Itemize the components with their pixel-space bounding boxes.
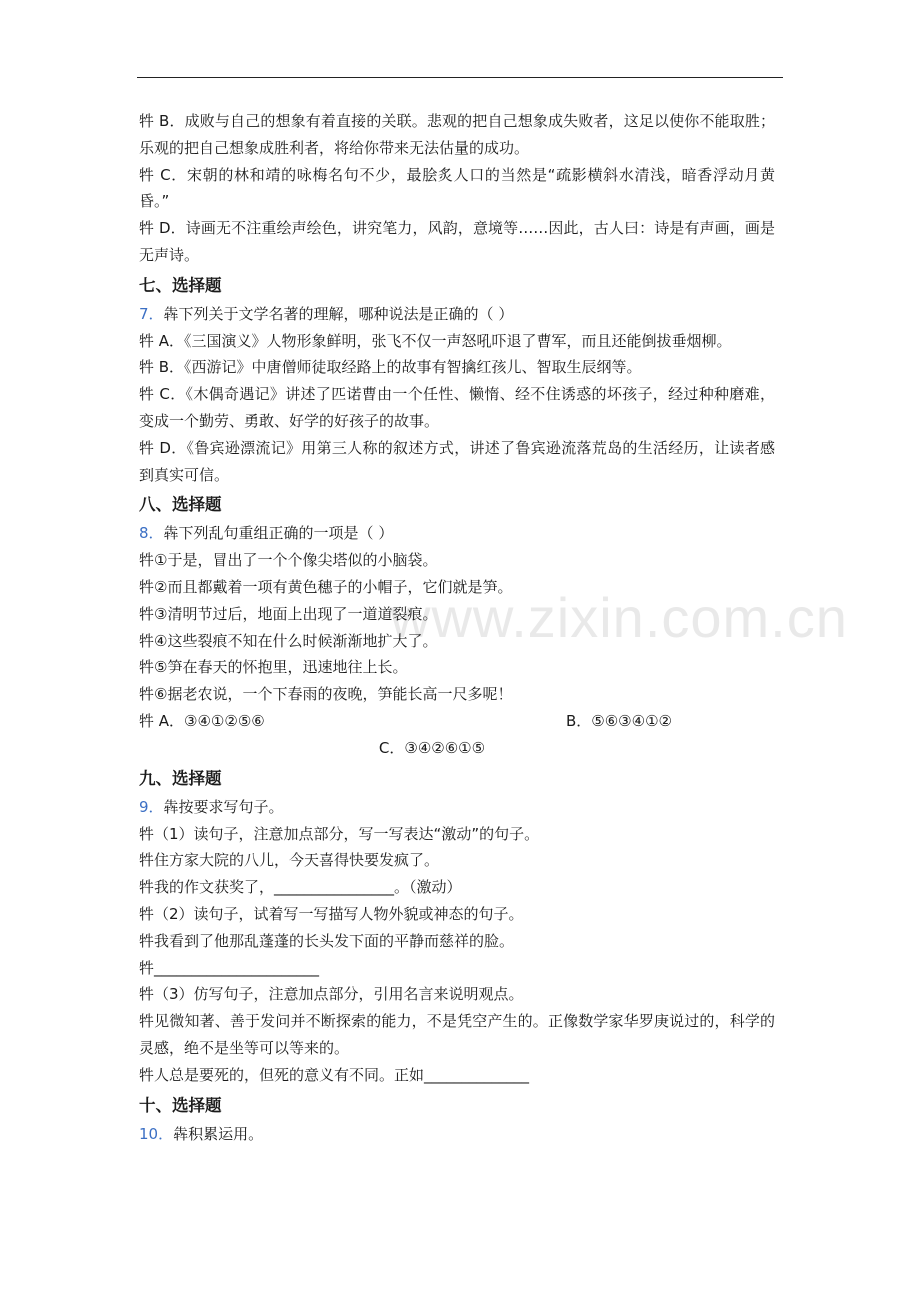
question-10 bbox=[139, 1121, 775, 1148]
sentence-2: 牪②而且都戴着一项有黄色穗子的小帽子，它们就是笋。 bbox=[139, 577, 513, 596]
question-text: 犇积累运用。 bbox=[173, 1124, 264, 1143]
option-a: 牪 A．③④①②⑤⑥ bbox=[139, 711, 265, 730]
option-b: B．⑤⑥③④①② bbox=[566, 711, 672, 730]
task-1-blank: 牪我的作文获奖了，________________。（激动） bbox=[139, 878, 462, 897]
task-2-blank: 牪______________________ bbox=[139, 958, 320, 977]
question-text: 犇按要求写句子。 bbox=[163, 797, 284, 816]
option-d-prev: 牪 D．诗画无不注重绘声绘色，讲究笔力，风韵，意境等……因此，古人曰：诗是有声画，画是无声诗。 bbox=[139, 219, 775, 264]
sentence-3: 牪③清明节过后，地面上出现了一道道裂痕。 bbox=[139, 604, 438, 623]
task-3-blank: 牪人总是要死的，但死的意义有不同。正如______________ bbox=[139, 1065, 530, 1084]
question-7 bbox=[139, 301, 775, 328]
option-c-prev: 牪 C．宋朝的林和靖的咏梅名句不少，最脍炙人口的当然是“疏影横斜水清浅，暗香浮动月黄昏。” bbox=[139, 165, 775, 211]
task-3-instruction: 牪（3）仿写句子，注意加点部分，引用名言来说明观点。 bbox=[139, 985, 524, 1004]
header-rule bbox=[137, 77, 783, 78]
task-1-instruction: 牪（1）读句子，注意加点部分，写一写表达“激动”的句子。 bbox=[139, 824, 540, 843]
document-body bbox=[139, 108, 775, 1147]
question-number: 9． bbox=[139, 797, 164, 816]
section-heading-10: 十、选择题 bbox=[139, 1095, 222, 1115]
sentence-6: 牪⑥据老农说，一个下春雨的夜晚，笋能长高一尺多呢！ bbox=[139, 685, 513, 704]
question-text: 犇下列关于文学名著的理解，哪种说法是正确的（ ） bbox=[163, 304, 514, 323]
question-text: 犇下列乱句重组正确的一项是（ ） bbox=[163, 524, 394, 543]
task-2-example: 牪我看到了他那乱蓬蓬的长头发下面的平静而慈祥的脸。 bbox=[139, 931, 515, 950]
question-8 bbox=[139, 520, 775, 547]
section-heading-7: 七、选择题 bbox=[139, 275, 222, 295]
option-b-prev: 牪 B．成败与自己的想象有着直接的关联。悲观的把自己想象成失败者，这足以使你不能取胜；乐观的把自己想象成胜利者，将给你带来无法估量的成功。 bbox=[139, 112, 775, 157]
watermark: www.zixin.com.cn bbox=[390, 586, 848, 649]
section-heading-8: 八、选择题 bbox=[139, 495, 222, 515]
question-9 bbox=[139, 794, 775, 821]
option-d: 牪 D．《鲁宾逊漂流记》用第三人称的叙述方式，讲述了鲁宾逊流落荒岛的生活经历，让读者感到真实可信。 bbox=[139, 438, 775, 484]
task-1-example: 牪住方家大院的八儿，今天喜得快要发疯了。 bbox=[139, 851, 440, 870]
question-number: 10． bbox=[139, 1124, 174, 1143]
options-row bbox=[139, 708, 775, 735]
task-3-example: 牪见微知著、善于发问并不断探索的能力，不是凭空产生的。正像数学家华罗庚说过的，科学的灵感，绝不是坐等可以等来的。 bbox=[139, 1012, 775, 1057]
option-c: C．③④②⑥①⑤ bbox=[378, 738, 486, 757]
question-number: 8． bbox=[139, 524, 164, 543]
option-c: 牪 C．《木偶奇遇记》讲述了匹诺曹由一个任性、懒惰、经不住诱惑的坏孩子，经过种种磨难，变成一个勤劳、勇敢、好学的好孩子的故事。 bbox=[139, 385, 775, 430]
option-b: 牪 B．《西游记》中唐僧师徒取经路上的故事有智擒红孩儿、智取生辰纲等。 bbox=[139, 358, 642, 377]
task-2-instruction: 牪（2）读句子，试着写一写描写人物外貌或神态的句子。 bbox=[139, 904, 524, 923]
sentence-5: 牪⑤笋在春天的怀抱里，迅速地往上长。 bbox=[139, 658, 408, 677]
option-a: 牪 A．《三国演义》人物形象鲜明，张飞不仅一声怒吼吓退了曹军，而且还能倒拔垂烟柳。 bbox=[139, 331, 732, 350]
sentence-4: 牪④这些裂痕不知在什么时候渐渐地扩大了。 bbox=[139, 631, 438, 650]
sentence-1: 牪①于是，冒出了一个个像尖塔似的小脑袋。 bbox=[139, 551, 438, 570]
question-number: 7． bbox=[139, 304, 164, 323]
section-heading-9: 九、选择题 bbox=[139, 768, 222, 788]
